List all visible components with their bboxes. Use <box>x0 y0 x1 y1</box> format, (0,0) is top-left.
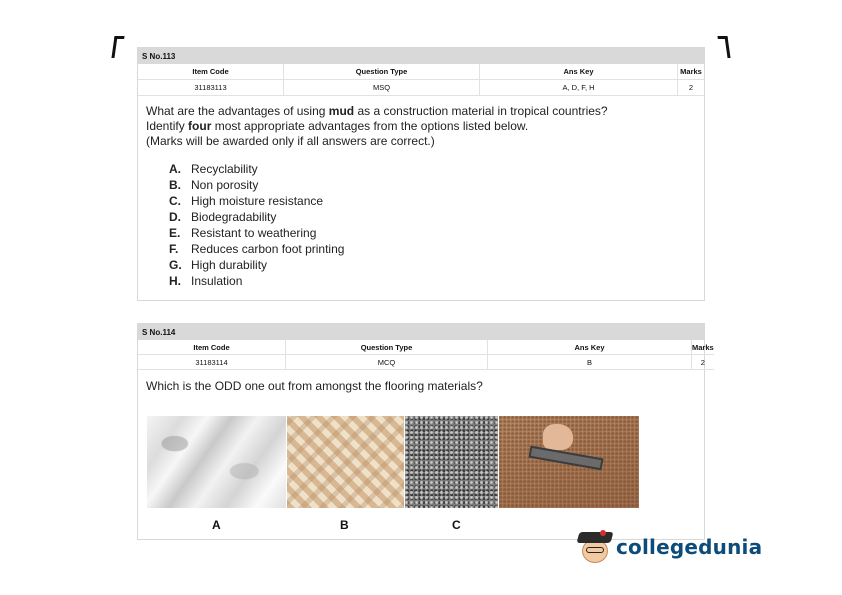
serial-number: S No.113 <box>138 48 704 64</box>
option-letter: B. <box>169 178 181 192</box>
header-item-code: Item Code <box>138 340 286 355</box>
option-text: Recyclability <box>191 162 258 176</box>
option-e <box>169 225 704 241</box>
question-meta-table <box>138 64 704 96</box>
header-marks: Marks <box>692 340 714 355</box>
question-line-1 <box>146 104 704 119</box>
header-question-type: Question Type <box>284 64 480 80</box>
value-marks: 2 <box>692 355 714 370</box>
question-card-114 <box>137 323 714 540</box>
header-marks: Marks <box>678 64 704 80</box>
image-label-c: C <box>452 518 461 532</box>
brand-watermark <box>578 530 762 564</box>
text-segment: most appropriate advantages from the options listed below. <box>211 119 529 133</box>
bold-keyword: four <box>188 119 212 133</box>
option-letter: H. <box>169 274 181 288</box>
option-text: Resistant to weathering <box>191 226 317 240</box>
corner-mark-left <box>111 36 124 58</box>
header-ans-key: Ans Key <box>480 64 678 80</box>
option-letter: A. <box>169 162 181 176</box>
patterned-tile-image <box>287 416 404 508</box>
option-text: High moisture resistance <box>191 194 324 208</box>
question-meta-table <box>138 340 714 370</box>
text-segment: Identify <box>146 119 189 133</box>
text-segment: What are the advantages of using <box>146 104 329 118</box>
option-letter: E. <box>169 226 181 240</box>
value-ans-key: A, D, F, H <box>480 80 678 96</box>
option-h <box>169 273 704 289</box>
option-text: High durability <box>191 258 268 272</box>
option-a <box>169 161 704 177</box>
option-letter: F. <box>169 242 179 256</box>
brand-name: collegedunia <box>616 535 763 559</box>
value-item-code: 31183114 <box>138 355 286 370</box>
question-text <box>146 104 704 149</box>
option-text: Biodegradability <box>191 210 277 224</box>
option-letter: C. <box>169 194 181 208</box>
value-question-type: MCQ <box>286 355 488 370</box>
option-d <box>169 209 704 225</box>
option-text: Insulation <box>191 274 243 288</box>
option-b <box>169 177 704 193</box>
bold-keyword: mud <box>328 104 355 118</box>
header-ans-key: Ans Key <box>488 340 692 355</box>
option-letter: D. <box>169 210 181 224</box>
image-label-b: B <box>340 518 349 532</box>
trowel-illustration <box>529 446 604 471</box>
value-item-code: 31183113 <box>138 80 284 96</box>
options-list <box>169 161 704 289</box>
option-g <box>169 257 704 273</box>
value-marks: 2 <box>678 80 704 96</box>
header-question-type: Question Type <box>286 340 488 355</box>
question-text: Which is the ODD one out from amongst the flooring materials? <box>146 379 483 393</box>
trowel-floor-image <box>499 416 639 508</box>
hand-illustration <box>543 424 573 450</box>
option-text: Non porosity <box>191 178 259 192</box>
question-line-3: (Marks will be awarded only if all answers are correct.) <box>146 134 435 148</box>
serial-number: S No.114 <box>138 324 704 340</box>
option-letter: G. <box>169 258 182 272</box>
value-ans-key: B <box>488 355 692 370</box>
question-line-2 <box>146 119 704 134</box>
text-segment: as a construction material in tropical countries? <box>354 104 608 118</box>
value-question-type: MSQ <box>284 80 480 96</box>
terrazzo-image <box>405 416 498 508</box>
corner-mark-right <box>717 36 730 58</box>
image-label-a: A <box>212 518 221 532</box>
header-item-code: Item Code <box>138 64 284 80</box>
marble-image <box>147 416 286 508</box>
question-card-113 <box>137 47 705 301</box>
graduate-mascot-icon <box>578 530 612 564</box>
option-f <box>169 241 704 257</box>
option-c <box>169 193 704 209</box>
option-text: Reduces carbon foot printing <box>191 242 345 256</box>
